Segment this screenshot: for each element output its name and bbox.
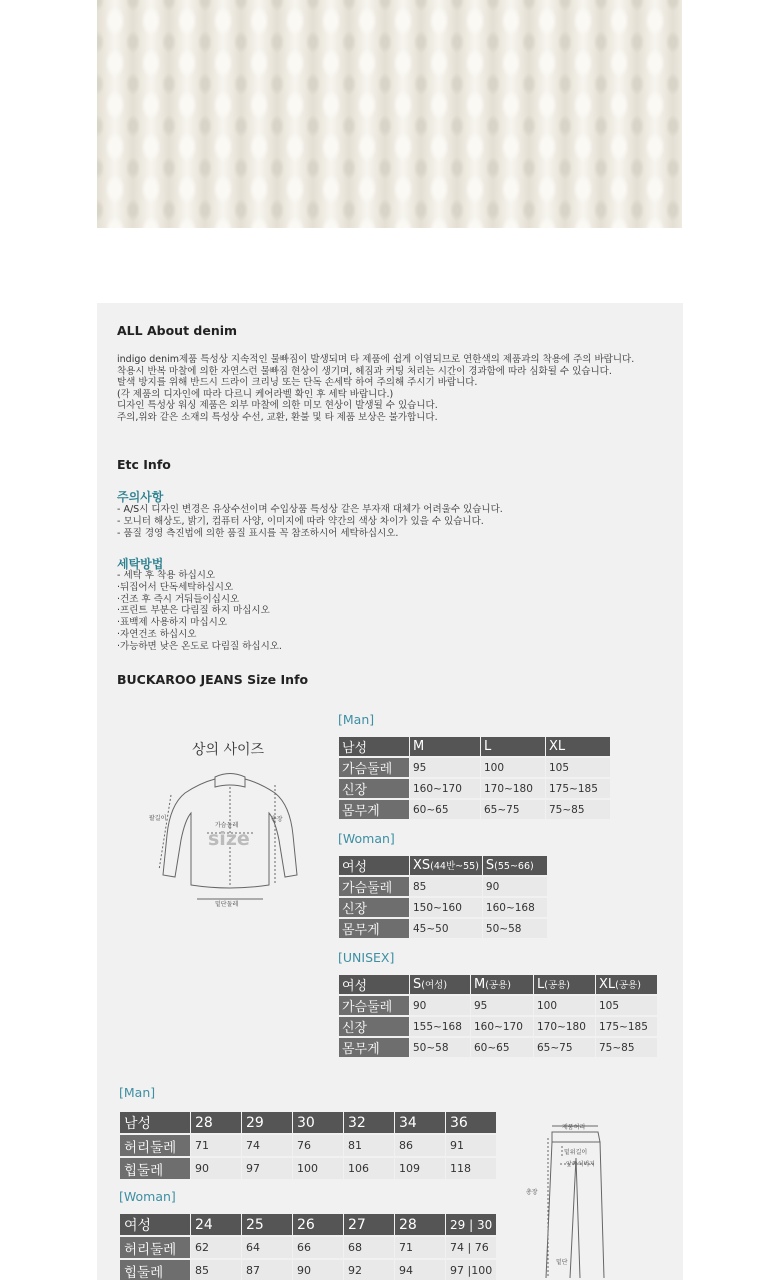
size-watermark: size	[208, 828, 250, 850]
table-cell: 65~75	[534, 1038, 595, 1057]
about-denim-text	[117, 354, 677, 423]
header-cell: 여성	[339, 856, 409, 875]
top-woman-label: [Woman]	[338, 831, 395, 846]
table-cell: 74 | 76	[446, 1237, 496, 1258]
list-item: - 품질 경영 측진법에 의한 품질 표시를 꼭 참조하시어 세탁하십시오.	[117, 527, 399, 539]
table-cell: 68	[344, 1237, 394, 1258]
header-cell	[596, 975, 657, 994]
header-cell: 24	[191, 1214, 241, 1235]
size-range: (55~66)	[494, 861, 534, 872]
table-cell: 106	[344, 1158, 394, 1179]
list-item: ·건조 후 즉시 거둬들이십시오	[117, 593, 240, 605]
table-cell: 90	[191, 1158, 241, 1179]
row-label: 가슴둘레	[339, 996, 409, 1015]
top-man-table	[338, 735, 611, 821]
table-cell: 109	[395, 1158, 445, 1179]
table-cell: 160~170	[410, 779, 480, 798]
thigh-label: 앞쪽허벅지	[566, 1161, 595, 1168]
list-item: - 모니터 해상도, 밝기, 컴퓨터 사양, 이미지에 따라 약간의 색상 차이가 있을 수 있습니다.	[117, 515, 484, 527]
table-cell: 66	[293, 1237, 343, 1258]
about-line: 탈색 방지를 위해 반드시 드라이 크리닝 또는 단독 손세탁 하여 주의해 주시기 바랍니다.	[117, 377, 478, 388]
header-cell: 여성	[339, 975, 409, 994]
table-header	[339, 737, 610, 756]
knit-fabric-photo	[97, 0, 682, 228]
list-item: - 세탁 후 착용 하십시오	[117, 570, 216, 581]
wash-list	[117, 570, 282, 653]
size-code: S	[485, 858, 495, 873]
table-cell: 95	[471, 996, 533, 1015]
table-row	[339, 779, 610, 798]
header-cell: 28	[191, 1112, 241, 1133]
header-cell: 36	[446, 1112, 496, 1133]
table-cell: 97 |100	[446, 1260, 496, 1280]
header-cell: 34	[395, 1112, 445, 1133]
list-item: ·표백제 사용하지 마십시오	[117, 617, 228, 629]
table-row	[120, 1135, 496, 1156]
size-code: XL	[599, 977, 616, 992]
table-cell: 62	[191, 1237, 241, 1258]
row-label: 가슴둘레	[339, 758, 409, 777]
table-cell: 71	[395, 1237, 445, 1258]
shirt-collar	[215, 774, 245, 788]
table-row	[339, 996, 657, 1015]
row-label: 힙둘레	[120, 1158, 190, 1179]
row-label: 가슴둘레	[339, 877, 409, 896]
table-cell: 100	[293, 1158, 343, 1179]
about-line: indigo denim제품 특성상 지속적인 물빠짐이 발생되며 타 제품에 쉽게 이염되므로 연한색의 제품과의 착용에 주의 바랍니다.	[117, 354, 635, 365]
top-unisex-table	[338, 973, 658, 1059]
table-cell: 76	[293, 1135, 343, 1156]
bottom-woman-table	[119, 1212, 497, 1280]
size-note: (공용)	[485, 980, 511, 991]
header-cell: 28	[395, 1214, 445, 1235]
row-label: 몸무게	[339, 1038, 409, 1057]
table-row	[339, 1017, 657, 1036]
table-row	[120, 1158, 496, 1179]
table-row	[339, 919, 547, 938]
header-cell	[471, 975, 533, 994]
header-cell: 27	[344, 1214, 394, 1235]
table-cell: 50~58	[483, 919, 547, 938]
table-cell: 105	[546, 758, 610, 777]
header-cell: XL	[546, 737, 610, 756]
table-cell: 60~65	[410, 800, 480, 819]
table-cell: 170~180	[481, 779, 545, 798]
header-cell: 32	[344, 1112, 394, 1133]
about-line: (각 제품의 디자인에 따라 다르니 케어라벨 확인 후 세탁 바랍니다.)	[117, 388, 394, 400]
table-row	[120, 1237, 496, 1258]
table-row	[339, 800, 610, 819]
table-cell: 75~85	[596, 1038, 657, 1057]
table-cell: 175~185	[546, 779, 610, 798]
table-row	[120, 1260, 496, 1280]
row-label: 몸무게	[339, 800, 409, 819]
table-cell: 170~180	[534, 1017, 595, 1036]
waist-label: 제품허리	[562, 1124, 586, 1131]
row-label: 신장	[339, 1017, 409, 1036]
caution-list	[117, 504, 503, 539]
header-cell: 29 | 30	[446, 1214, 496, 1235]
header-cell	[410, 975, 470, 994]
pants-waistband	[552, 1132, 600, 1142]
table-cell: 118	[446, 1158, 496, 1179]
size-note: (공용)	[544, 980, 571, 991]
sleeve-label: 팔길이	[149, 815, 167, 822]
table-header	[120, 1214, 496, 1235]
table-row	[339, 1038, 657, 1057]
table-cell: 75~85	[546, 800, 610, 819]
top-size-title: 상의 사이즈	[192, 742, 265, 758]
header-cell: 남성	[120, 1112, 190, 1133]
row-label: 신장	[339, 898, 409, 917]
header-cell: 25	[242, 1214, 292, 1235]
table-cell: 90	[483, 877, 547, 896]
size-info-title: BUCKAROO JEANS Size Info	[117, 672, 309, 687]
table-cell: 155~168	[410, 1017, 470, 1036]
table-cell: 87	[242, 1260, 292, 1280]
top-woman-table	[338, 854, 548, 940]
hem-label: 밑단둘레	[215, 901, 239, 907]
list-item: ·프린트 부분은 다림질 하지 마십시오	[117, 605, 270, 617]
size-range: (44반~55)	[430, 861, 479, 872]
top-man-label: [Man]	[338, 712, 375, 727]
table-cell: 71	[191, 1135, 241, 1156]
table-cell: 90	[410, 996, 470, 1015]
about-denim-title: ALL About denim	[117, 323, 238, 338]
size-code: M	[474, 977, 486, 992]
row-label: 허리둘레	[120, 1237, 190, 1258]
shirt-diagram	[145, 765, 315, 907]
bottom-man-label: [Man]	[119, 1085, 156, 1100]
table-cell: 60~65	[471, 1038, 533, 1057]
table-row	[339, 877, 547, 896]
table-cell: 74	[242, 1135, 292, 1156]
header-cell	[483, 856, 547, 875]
table-cell: 150~160	[410, 898, 482, 917]
table-cell: 92	[344, 1260, 394, 1280]
table-header	[339, 975, 657, 994]
table-cell: 85	[410, 877, 482, 896]
table-cell: 100	[481, 758, 545, 777]
table-cell: 94	[395, 1260, 445, 1280]
table-cell: 175~185	[596, 1017, 657, 1036]
table-cell: 160~168	[483, 898, 547, 917]
about-line: 착용시 반복 마찰에 의한 자연스런 물빠짐 현상이 생기며, 헤짐과 커팅 처리는 시간이 경과함에 따라 심화될 수 있습니다.	[117, 365, 612, 377]
table-cell: 45~50	[410, 919, 482, 938]
size-note: (여성)	[421, 980, 448, 991]
header-cell	[410, 856, 482, 875]
table-row	[339, 898, 547, 917]
table-cell: 95	[410, 758, 480, 777]
list-item: ·가능하면 낮은 온도로 다림질 하십시오.	[117, 640, 282, 652]
header-cell: L	[481, 737, 545, 756]
pants-length-label: 총장	[526, 1189, 538, 1196]
about-line: 주의,위와 같은 소재의 특성상 수선, 교환, 환불 및 타 제품 보상은 불가합니다.	[117, 411, 438, 423]
table-row	[339, 758, 610, 777]
wash-title: 세탁방법	[117, 557, 164, 571]
header-cell: 29	[242, 1112, 292, 1133]
chest-label: 가슴둘레	[215, 822, 239, 829]
etc-info-title: Etc Info	[117, 457, 171, 472]
top-unisex-label: [UNISEX]	[338, 950, 395, 965]
table-header	[120, 1112, 496, 1133]
header-cell: M	[410, 737, 480, 756]
list-item: - A/S시 디자인 변경은 유상수선이며 수입상품 특성상 같은 부자재 대체가 어려울수 있습니다.	[117, 504, 503, 515]
row-label: 힙둘레	[120, 1260, 190, 1280]
header-cell: 여성	[120, 1214, 190, 1235]
length-label: 총장	[271, 816, 283, 823]
size-code: L	[537, 977, 545, 992]
table-cell: 90	[293, 1260, 343, 1280]
row-label: 허리둘레	[120, 1135, 190, 1156]
table-header	[339, 856, 547, 875]
hem-label: 밑단	[556, 1259, 568, 1266]
table-cell: 81	[344, 1135, 394, 1156]
table-cell: 85	[191, 1260, 241, 1280]
table-cell: 105	[596, 996, 657, 1015]
pants-diagram	[522, 1118, 622, 1280]
about-line: 디자인 특성상 워싱 제품은 외부 마찰에 의한 미모 현상이 발생될 수 있습니다.	[117, 400, 438, 411]
header-cell: 남성	[339, 737, 409, 756]
table-cell: 100	[534, 996, 595, 1015]
row-label: 몸무게	[339, 919, 409, 938]
table-cell: 65~75	[481, 800, 545, 819]
header-cell: 30	[293, 1112, 343, 1133]
table-cell: 86	[395, 1135, 445, 1156]
table-cell: 97	[242, 1158, 292, 1179]
size-code: S	[413, 977, 422, 992]
header-cell: 26	[293, 1214, 343, 1235]
table-cell: 91	[446, 1135, 496, 1156]
size-note: (공용)	[615, 980, 641, 991]
bottom-man-table	[119, 1110, 497, 1181]
row-label: 신장	[339, 779, 409, 798]
list-item: ·자연건조 하십시오	[117, 628, 197, 640]
size-code: XS	[413, 858, 431, 873]
table-cell: 160~170	[471, 1017, 533, 1036]
caution-title: 주의사항	[117, 490, 164, 504]
table-cell: 50~58	[410, 1038, 470, 1057]
bottom-woman-label: [Woman]	[119, 1189, 176, 1204]
rise-label: 밑위길이	[564, 1149, 588, 1156]
header-cell	[534, 975, 595, 994]
list-item: ·뒤집어서 단독세탁하십시오	[117, 581, 234, 593]
table-cell: 64	[242, 1237, 292, 1258]
